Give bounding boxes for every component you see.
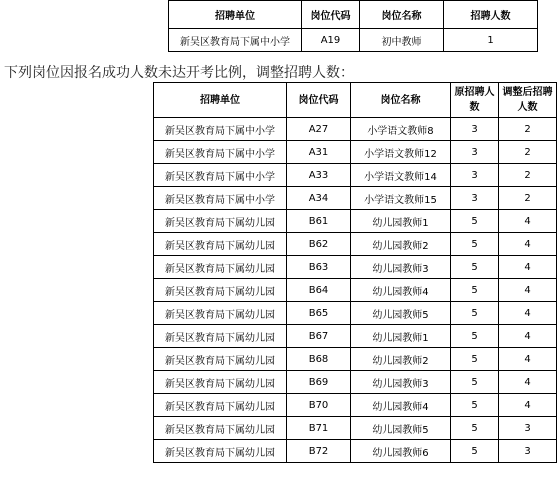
position-cell: 幼儿园教师4 xyxy=(351,279,451,302)
table-row xyxy=(154,302,557,325)
unit-cell: 新吴区教育局下属中小学 xyxy=(169,29,302,52)
unit-cell: 新吴区教育局下属幼儿园 xyxy=(154,371,287,394)
adjusted-count-cell: 4 xyxy=(499,325,557,348)
position-cell: 幼儿园教师5 xyxy=(351,417,451,440)
table-header-row xyxy=(154,83,557,118)
adjusted-count-cell: 2 xyxy=(499,164,557,187)
unit-cell: 新吴区教育局下属幼儿园 xyxy=(154,256,287,279)
original-count-cell: 5 xyxy=(451,371,499,394)
unit-cell: 新吴区教育局下属中小学 xyxy=(154,118,287,141)
table-row xyxy=(154,141,557,164)
adjusted-count-cell: 4 xyxy=(499,394,557,417)
code-cell: B61 xyxy=(287,210,351,233)
header-cell: 招聘单位 xyxy=(169,1,302,29)
code-cell: B62 xyxy=(287,233,351,256)
adjusted-count-cell: 3 xyxy=(499,440,557,463)
position-cell: 小学语文教师14 xyxy=(351,164,451,187)
unit-cell: 新吴区教育局下属中小学 xyxy=(154,141,287,164)
unit-cell: 新吴区教育局下属幼儿园 xyxy=(154,417,287,440)
adjusted-count-cell: 4 xyxy=(499,233,557,256)
code-cell: B63 xyxy=(287,256,351,279)
unit-cell: 新吴区教育局下属幼儿园 xyxy=(154,325,287,348)
header-cell: 岗位名称 xyxy=(351,83,451,118)
unit-cell: 新吴区教育局下属中小学 xyxy=(154,187,287,210)
unit-cell: 新吴区教育局下属幼儿园 xyxy=(154,394,287,417)
position-cell: 初中教师 xyxy=(360,29,444,52)
table-row xyxy=(154,256,557,279)
table-row xyxy=(154,417,557,440)
code-cell: B71 xyxy=(287,417,351,440)
code-cell: A33 xyxy=(287,164,351,187)
position-cell: 小学语文教师12 xyxy=(351,141,451,164)
code-cell: B68 xyxy=(287,348,351,371)
position-cell: 小学语文教师15 xyxy=(351,187,451,210)
adjusted-count-cell: 4 xyxy=(499,279,557,302)
code-cell: B67 xyxy=(287,325,351,348)
adjusted-count-cell: 4 xyxy=(499,371,557,394)
table-header-row xyxy=(169,1,538,29)
table-row xyxy=(154,440,557,463)
unit-cell: 新吴区教育局下属幼儿园 xyxy=(154,302,287,325)
table-row xyxy=(154,187,557,210)
adjusted-count-cell: 4 xyxy=(499,210,557,233)
header-cell: 岗位名称 xyxy=(360,1,444,29)
unit-cell: 新吴区教育局下属幼儿园 xyxy=(154,233,287,256)
code-cell: B72 xyxy=(287,440,351,463)
code-cell: A27 xyxy=(287,118,351,141)
header-cell: 招聘人数 xyxy=(444,1,538,29)
position-cell: 幼儿园教师2 xyxy=(351,348,451,371)
original-count-cell: 3 xyxy=(451,164,499,187)
position-cell: 幼儿园教师1 xyxy=(351,210,451,233)
code-cell: A19 xyxy=(302,29,360,52)
adjusted-positions-table xyxy=(153,82,557,463)
unit-cell: 新吴区教育局下属幼儿园 xyxy=(154,210,287,233)
original-count-cell: 5 xyxy=(451,325,499,348)
original-positions-table xyxy=(168,0,538,52)
table-row xyxy=(154,233,557,256)
unit-cell: 新吴区教育局下属中小学 xyxy=(154,164,287,187)
position-cell: 幼儿园教师3 xyxy=(351,256,451,279)
code-cell: A31 xyxy=(287,141,351,164)
code-cell: B64 xyxy=(287,279,351,302)
header-cell: 岗位代码 xyxy=(287,83,351,118)
original-count-cell: 5 xyxy=(451,394,499,417)
original-count-cell: 5 xyxy=(451,256,499,279)
position-cell: 幼儿园教师4 xyxy=(351,394,451,417)
adjusted-count-cell: 2 xyxy=(499,141,557,164)
unit-cell: 新吴区教育局下属幼儿园 xyxy=(154,279,287,302)
position-cell: 幼儿园教师1 xyxy=(351,325,451,348)
position-cell: 小学语文教师8 xyxy=(351,118,451,141)
position-cell: 幼儿园教师3 xyxy=(351,371,451,394)
original-count-cell: 5 xyxy=(451,210,499,233)
code-cell: B70 xyxy=(287,394,351,417)
adjusted-count-cell: 4 xyxy=(499,302,557,325)
original-count-cell: 5 xyxy=(451,440,499,463)
table-row xyxy=(154,118,557,141)
original-count-cell: 3 xyxy=(451,118,499,141)
original-count-cell: 5 xyxy=(451,302,499,325)
header-cell: 调整后招聘人数 xyxy=(499,83,557,118)
table-row xyxy=(154,394,557,417)
original-count-cell: 3 xyxy=(451,141,499,164)
original-count-cell: 5 xyxy=(451,348,499,371)
adjusted-count-cell: 4 xyxy=(499,256,557,279)
original-count-cell: 5 xyxy=(451,233,499,256)
table-row xyxy=(169,29,538,52)
original-count-cell: 3 xyxy=(451,187,499,210)
original-count-cell: 5 xyxy=(451,279,499,302)
position-cell: 幼儿园教师2 xyxy=(351,233,451,256)
table-row xyxy=(154,325,557,348)
header-cell: 原招聘人数 xyxy=(451,83,499,118)
table-row xyxy=(154,210,557,233)
adjusted-count-cell: 2 xyxy=(499,118,557,141)
adjusted-count-cell: 2 xyxy=(499,187,557,210)
code-cell: B65 xyxy=(287,302,351,325)
adjustment-notice: 下列岗位因报名成功人数未达开考比例，调整招聘人数： xyxy=(4,65,354,81)
code-cell: B69 xyxy=(287,371,351,394)
table-row xyxy=(154,371,557,394)
position-cell: 幼儿园教师6 xyxy=(351,440,451,463)
header-cell: 招聘单位 xyxy=(154,83,287,118)
table-row xyxy=(154,279,557,302)
adjusted-count-cell: 3 xyxy=(499,417,557,440)
code-cell: A34 xyxy=(287,187,351,210)
adjusted-count-cell: 4 xyxy=(499,348,557,371)
unit-cell: 新吴区教育局下属幼儿园 xyxy=(154,348,287,371)
count-cell: 1 xyxy=(444,29,538,52)
header-cell: 岗位代码 xyxy=(302,1,360,29)
unit-cell: 新吴区教育局下属幼儿园 xyxy=(154,440,287,463)
table-row xyxy=(154,348,557,371)
original-count-cell: 5 xyxy=(451,417,499,440)
table-row xyxy=(154,164,557,187)
position-cell: 幼儿园教师5 xyxy=(351,302,451,325)
